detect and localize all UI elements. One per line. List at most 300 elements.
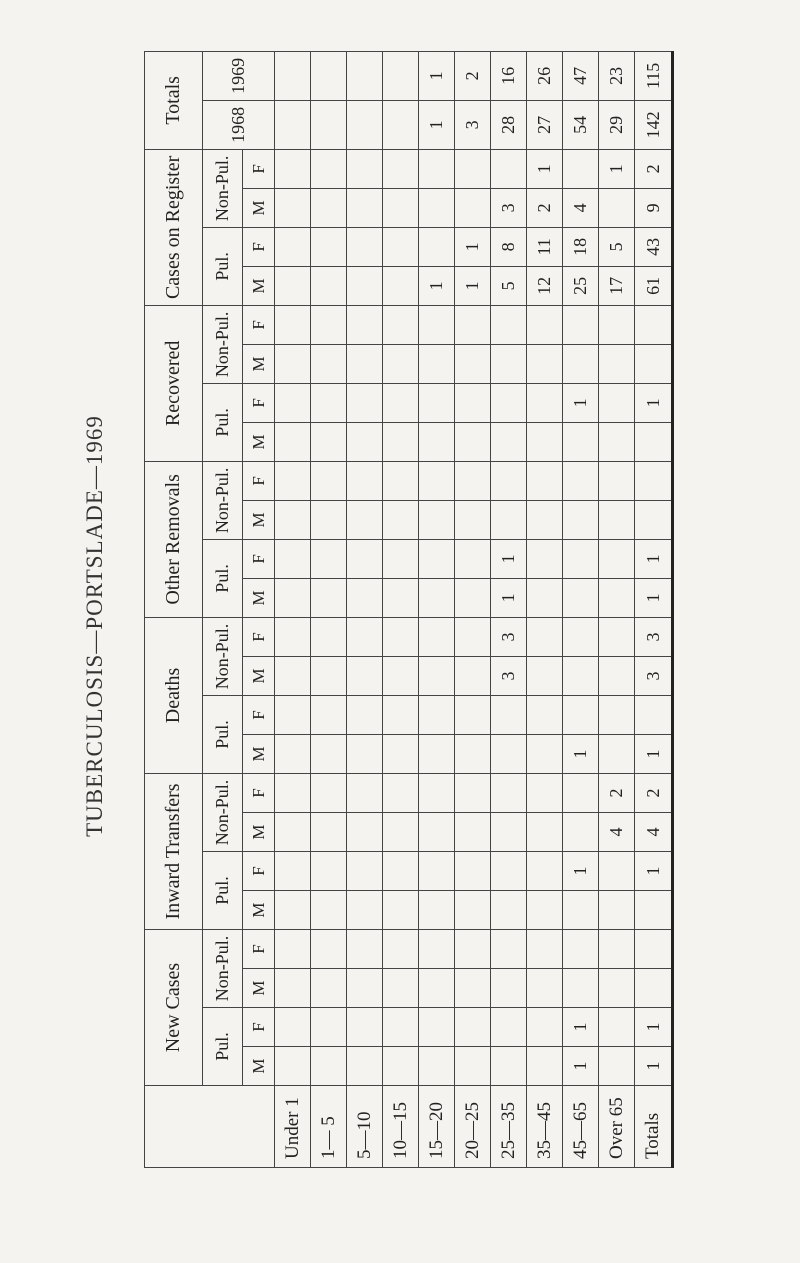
table-cell (455, 539, 491, 578)
table-cell: 9 (635, 188, 673, 227)
table-cell (419, 1008, 455, 1047)
table-cell (563, 891, 599, 930)
table-cell (383, 695, 419, 734)
age-group-label: 10—15 (383, 1086, 419, 1168)
table-cell (491, 149, 527, 188)
table-cell: 1 (491, 539, 527, 578)
sex-m: M (243, 500, 275, 539)
table-cell (383, 656, 419, 695)
tuberculosis-table (144, 51, 674, 1168)
table-cell: 23 (599, 51, 635, 100)
sex-f: F (243, 149, 275, 188)
sub-non-pul: Non-Pul. (203, 930, 243, 1008)
table-cell (311, 500, 347, 539)
table-row (599, 51, 635, 1167)
table-cell (599, 617, 635, 656)
table-cell (419, 695, 455, 734)
table-cell: 3 (635, 617, 673, 656)
table-cell (383, 539, 419, 578)
table-cell (491, 422, 527, 461)
sex-m: M (243, 734, 275, 773)
sex-m: M (243, 266, 275, 305)
table-row (491, 51, 527, 1167)
group-deaths: Deaths (145, 617, 203, 773)
table-cell (347, 344, 383, 383)
table-cell (419, 305, 455, 344)
table-cell (275, 930, 311, 969)
table-cell (311, 227, 347, 266)
table-cell (563, 773, 599, 812)
table-cell (347, 383, 383, 422)
table-cell (419, 930, 455, 969)
table-cell (347, 656, 383, 695)
table-cell (599, 734, 635, 773)
table-cell (311, 656, 347, 695)
table-cell (599, 578, 635, 617)
sub-non-pul: Non-Pul. (203, 773, 243, 851)
table-cell: 3 (491, 656, 527, 695)
table-cell: 2 (635, 149, 673, 188)
table-cell (599, 422, 635, 461)
table-cell (383, 344, 419, 383)
table-cell: 1 (635, 539, 673, 578)
table-cell (455, 461, 491, 500)
table-cell: 1 (635, 1008, 673, 1047)
table-cell: 61 (635, 266, 673, 305)
age-group-label: 35—45 (527, 1086, 563, 1168)
table-cell (419, 891, 455, 930)
table-cell (347, 617, 383, 656)
table-cell (419, 227, 455, 266)
table-cell (275, 734, 311, 773)
table-cell (383, 1008, 419, 1047)
table-cell (455, 383, 491, 422)
table-cell: 1 (635, 734, 673, 773)
table-cell (635, 500, 673, 539)
table-cell (527, 539, 563, 578)
table-cell (491, 891, 527, 930)
sex-f: F (243, 305, 275, 344)
sex-m: M (243, 969, 275, 1008)
table-cell (635, 422, 673, 461)
table-cell (347, 100, 383, 149)
table-cell (347, 539, 383, 578)
table-cell: 1 (563, 1047, 599, 1086)
group-other-removals: Other Removals (145, 461, 203, 617)
table-cell: 1 (455, 266, 491, 305)
table-cell: 1 (599, 149, 635, 188)
table-cell (599, 891, 635, 930)
table-cell (347, 500, 383, 539)
table-cell (563, 578, 599, 617)
sex-f: F (243, 227, 275, 266)
table-cell (527, 773, 563, 812)
table-body (275, 51, 673, 1167)
table-cell (491, 930, 527, 969)
table-cell (275, 500, 311, 539)
year-1969: 1969 (203, 51, 275, 100)
table-cell (311, 734, 347, 773)
table-cell (455, 344, 491, 383)
table-row (455, 51, 491, 1167)
table-cell (383, 617, 419, 656)
table-cell (455, 188, 491, 227)
table-cell (527, 1047, 563, 1086)
table-cell: 1 (491, 578, 527, 617)
table-cell (527, 305, 563, 344)
table-cell (599, 344, 635, 383)
table-cell (491, 461, 527, 500)
table-cell (311, 539, 347, 578)
table-cell (347, 266, 383, 305)
table-cell (419, 383, 455, 422)
table-cell (491, 305, 527, 344)
table-cell (347, 578, 383, 617)
table-cell (311, 149, 347, 188)
table-cell (527, 852, 563, 891)
sub-pul: Pul. (203, 383, 243, 461)
sex-f: F (243, 383, 275, 422)
table-cell (527, 813, 563, 852)
table-cell (347, 773, 383, 812)
table-cell (527, 461, 563, 500)
table-row (311, 51, 347, 1167)
sex-f: F (243, 461, 275, 500)
sex-m: M (243, 813, 275, 852)
table-cell (275, 461, 311, 500)
group-cases-on-register: Cases on Register (145, 149, 203, 305)
table-cell (527, 969, 563, 1008)
sex-f: F (243, 539, 275, 578)
table-cell (527, 656, 563, 695)
sex-m: M (243, 1047, 275, 1086)
table-cell: 2 (455, 51, 491, 100)
table-cell (491, 852, 527, 891)
table-cell (455, 656, 491, 695)
table-cell (419, 773, 455, 812)
table-cell (599, 1047, 635, 1086)
table-cell (347, 422, 383, 461)
table-cell (383, 773, 419, 812)
sex-f: F (243, 1008, 275, 1047)
table-cell (491, 773, 527, 812)
table-cell (383, 188, 419, 227)
table-row (275, 51, 311, 1167)
table-cell: 11 (527, 227, 563, 266)
table-cell: 115 (635, 51, 673, 100)
table-cell: 1 (563, 1008, 599, 1047)
table-cell: 3 (635, 656, 673, 695)
table-cell (527, 383, 563, 422)
table-cell (527, 500, 563, 539)
table-cell (275, 773, 311, 812)
table-cell (599, 500, 635, 539)
table-cell (275, 422, 311, 461)
table-cell (347, 1047, 383, 1086)
table-cell (347, 813, 383, 852)
table-cell (599, 852, 635, 891)
table-cell: 4 (599, 813, 635, 852)
table-cell (383, 227, 419, 266)
table-cell (383, 578, 419, 617)
table-cell (383, 266, 419, 305)
table-cell: 26 (527, 51, 563, 100)
table-cell: 1 (419, 51, 455, 100)
sex-f: F (243, 617, 275, 656)
rotated-table-wrapper (82, 57, 672, 1168)
table-cell (383, 891, 419, 930)
table-cell (527, 344, 563, 383)
table-cell (455, 695, 491, 734)
age-group-label: 5—10 (347, 1086, 383, 1168)
table-cell (563, 930, 599, 969)
table-cell (455, 930, 491, 969)
table-cell (599, 656, 635, 695)
table-cell (347, 51, 383, 100)
table-cell (419, 539, 455, 578)
table-cell (455, 500, 491, 539)
table-cell (275, 100, 311, 149)
table-cell (527, 422, 563, 461)
table-cell (275, 578, 311, 617)
table-cell (635, 930, 673, 969)
table-cell (347, 305, 383, 344)
table-cell (347, 149, 383, 188)
table-cell (563, 149, 599, 188)
table-cell (383, 461, 419, 500)
sex-m: M (243, 656, 275, 695)
table-cell (275, 1008, 311, 1047)
table-cell (275, 656, 311, 695)
table-cell (455, 773, 491, 812)
table-cell (455, 813, 491, 852)
sex-f: F (243, 930, 275, 969)
table-cell (563, 461, 599, 500)
table-cell: 3 (491, 617, 527, 656)
sub-pul: Pul. (203, 539, 243, 617)
table-cell (275, 539, 311, 578)
table-cell: 1 (635, 852, 673, 891)
age-group-label: 1— 5 (311, 1086, 347, 1168)
table-cell (383, 813, 419, 852)
table-cell: 17 (599, 266, 635, 305)
totals-row (635, 51, 673, 1167)
table-cell (455, 734, 491, 773)
age-group-label: Totals (635, 1086, 673, 1168)
table-cell (347, 852, 383, 891)
table-cell: 1 (635, 383, 673, 422)
table-cell (347, 969, 383, 1008)
table-cell (311, 461, 347, 500)
table-cell (275, 149, 311, 188)
table-cell (311, 1008, 347, 1047)
table-cell (419, 188, 455, 227)
table-cell: 4 (563, 188, 599, 227)
table-cell (491, 1047, 527, 1086)
table-cell (419, 852, 455, 891)
table-cell (311, 188, 347, 227)
age-group-label: 25—35 (491, 1086, 527, 1168)
table-cell (311, 891, 347, 930)
table-cell (599, 1008, 635, 1047)
table-cell (563, 305, 599, 344)
table-cell (347, 734, 383, 773)
table-cell: 43 (635, 227, 673, 266)
age-group-label: 15—20 (419, 1086, 455, 1168)
table-cell: 54 (563, 100, 599, 149)
table-cell (275, 305, 311, 344)
sex-f: F (243, 695, 275, 734)
sub-non-pul: Non-Pul. (203, 149, 243, 227)
table-cell (455, 578, 491, 617)
table-cell (419, 461, 455, 500)
table-cell: 18 (563, 227, 599, 266)
table-cell (383, 1047, 419, 1086)
age-group-label: Under 1 (275, 1086, 311, 1168)
table-cell (275, 695, 311, 734)
table-cell (527, 695, 563, 734)
age-group-label: Over 65 (599, 1086, 635, 1168)
table-cell (599, 930, 635, 969)
table-cell (527, 1008, 563, 1047)
table-cell: 1 (527, 149, 563, 188)
table-cell: 12 (527, 266, 563, 305)
group-inward-transfers: Inward Transfers (145, 773, 203, 929)
table-cell (419, 813, 455, 852)
table-cell (527, 891, 563, 930)
table-cell: 1 (419, 100, 455, 149)
table-cell (491, 383, 527, 422)
sub-pul: Pul. (203, 227, 243, 305)
table-cell (455, 891, 491, 930)
table-cell: 1 (635, 1047, 673, 1086)
table-cell (419, 578, 455, 617)
table-cell (275, 1047, 311, 1086)
table-cell (419, 1047, 455, 1086)
table-cell (491, 969, 527, 1008)
table-cell (383, 305, 419, 344)
table-cell (527, 617, 563, 656)
table-cell (455, 1008, 491, 1047)
table-cell (275, 852, 311, 891)
table-cell (383, 969, 419, 1008)
table-cell (311, 100, 347, 149)
table-cell (383, 852, 419, 891)
table-cell (599, 188, 635, 227)
table-cell (347, 461, 383, 500)
table-cell: 1 (563, 734, 599, 773)
table-cell (527, 578, 563, 617)
table-cell (311, 852, 347, 891)
table-cell (455, 969, 491, 1008)
table-cell (635, 344, 673, 383)
table-cell (275, 969, 311, 1008)
sex-f: F (243, 773, 275, 812)
table-cell (491, 734, 527, 773)
table-cell (275, 51, 311, 100)
table-cell (599, 383, 635, 422)
table-cell (311, 969, 347, 1008)
corner-cell (145, 1086, 275, 1168)
table-cell (419, 149, 455, 188)
table-cell (635, 305, 673, 344)
table-cell (311, 695, 347, 734)
table-cell (311, 266, 347, 305)
table-cell: 1 (635, 578, 673, 617)
table-cell (419, 500, 455, 539)
sex-m: M (243, 891, 275, 930)
table-cell (491, 1008, 527, 1047)
sub-non-pul: Non-Pul. (203, 461, 243, 539)
table-cell (347, 695, 383, 734)
table-cell (455, 1047, 491, 1086)
sex-m: M (243, 578, 275, 617)
sub-pul: Pul. (203, 1008, 243, 1086)
table-cell (563, 422, 599, 461)
table-cell (419, 422, 455, 461)
table-cell (563, 656, 599, 695)
table-cell (275, 188, 311, 227)
table-cell (347, 930, 383, 969)
table-row (527, 51, 563, 1167)
table-cell (635, 891, 673, 930)
sex-m: M (243, 422, 275, 461)
age-group-label: 20—25 (455, 1086, 491, 1168)
table-cell (455, 617, 491, 656)
table-cell (275, 813, 311, 852)
table-cell (563, 617, 599, 656)
table-cell (491, 500, 527, 539)
table-cell: 2 (599, 773, 635, 812)
table-cell (311, 344, 347, 383)
table-cell (599, 461, 635, 500)
age-group-label: 45—65 (563, 1086, 599, 1168)
table-cell (419, 344, 455, 383)
table-cell (563, 539, 599, 578)
table-cell: 142 (635, 100, 673, 149)
table-cell: 29 (599, 100, 635, 149)
table-cell (311, 383, 347, 422)
table-cell (311, 305, 347, 344)
table-cell (599, 305, 635, 344)
table-cell: 1 (563, 852, 599, 891)
table-cell (491, 344, 527, 383)
table-cell: 3 (491, 188, 527, 227)
year-1968: 1968 (203, 100, 275, 149)
table-cell (383, 100, 419, 149)
sex-m: M (243, 188, 275, 227)
table-cell (383, 149, 419, 188)
table-cell (635, 695, 673, 734)
table-cell (347, 227, 383, 266)
sub-pul: Pul. (203, 695, 243, 773)
group-totals: Totals (145, 51, 203, 149)
table-cell (311, 930, 347, 969)
table-cell (311, 813, 347, 852)
table-cell (419, 617, 455, 656)
page-title: TUBERCULOSIS—PORTSLADE—1969 (82, 415, 107, 837)
table-cell (347, 1008, 383, 1047)
sub-non-pul: Non-Pul. (203, 305, 243, 383)
table-cell (635, 461, 673, 500)
table-cell (419, 969, 455, 1008)
table-cell: 4 (635, 813, 673, 852)
table-cell (311, 51, 347, 100)
table-cell: 1 (563, 383, 599, 422)
table-cell (347, 891, 383, 930)
table-cell (527, 930, 563, 969)
table-cell (275, 891, 311, 930)
